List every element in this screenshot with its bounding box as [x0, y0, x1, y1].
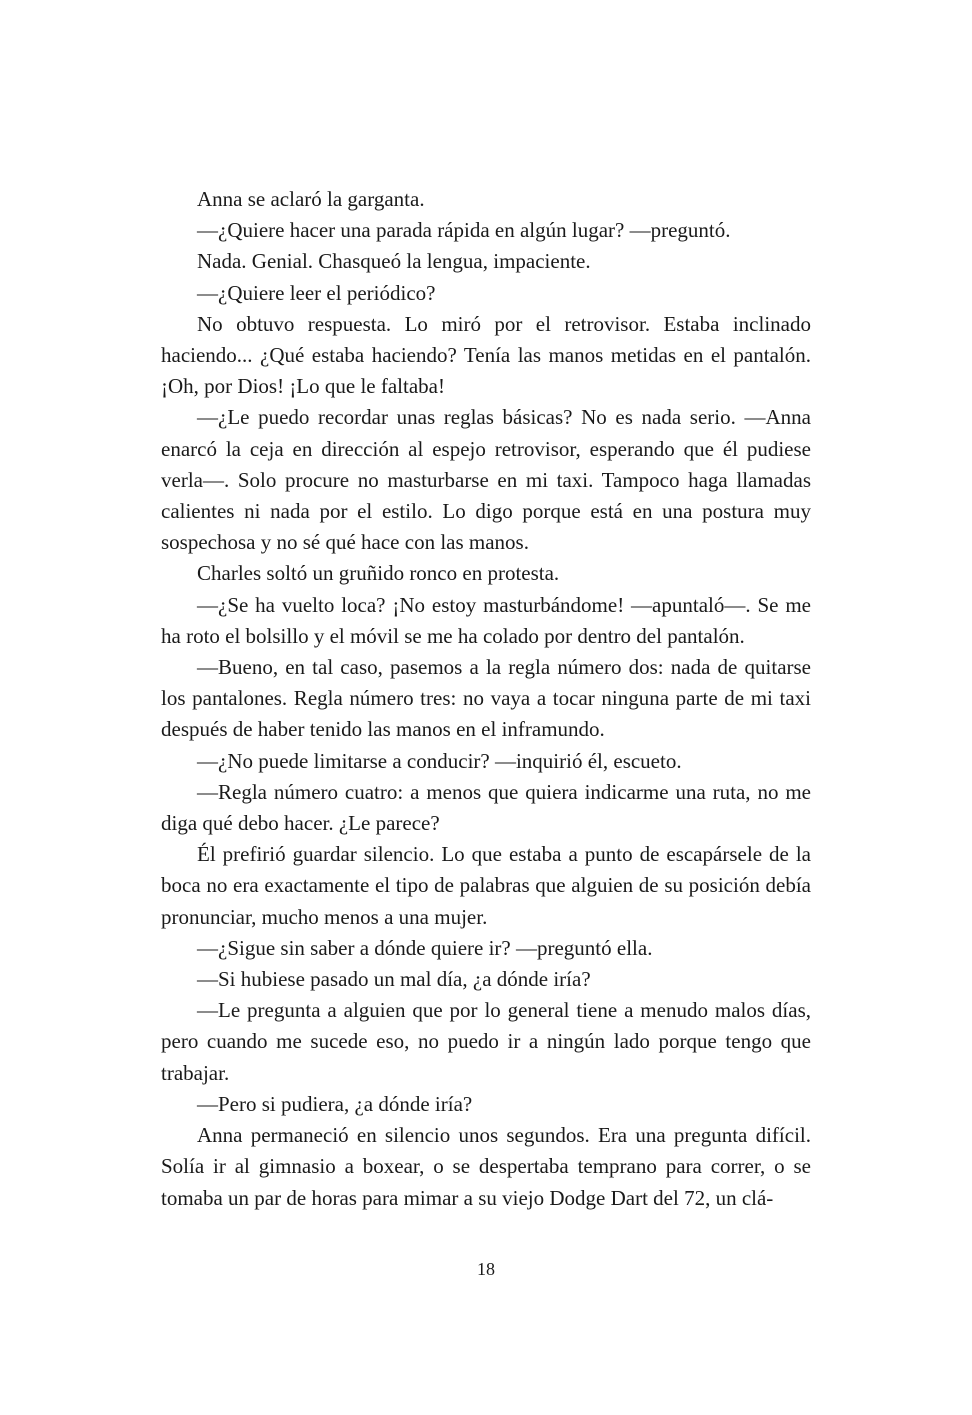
paragraph: —Pero si pudiera, ¿a dónde iría?	[197, 1091, 473, 1116]
paragraph: Charles soltó un gruñido ronco en protesta.	[197, 561, 560, 586]
paragraph: Nada. Genial. Chasqueó la lengua, impaciente.	[197, 249, 591, 274]
paragraph: —¿Quiere hacer una parada rápida en algún lugar? —preguntó.	[197, 218, 731, 243]
paragraph: —¿Se ha vuelto loca? ¡No estoy masturbándome! —apuntaló—. Se me ha roto el bolsillo y el móvil se me ha colado por dentro del pantalón.	[161, 592, 811, 648]
paragraph: —Regla número cuatro: a menos que quiera indicarme una ruta, no me diga qué debo hacer. ¿Le parece?	[161, 779, 811, 836]
paragraph: —Si hubiese pasado un mal día, ¿a dónde iría?	[197, 967, 591, 992]
paragraph: Anna se aclaró la garganta.	[197, 187, 425, 211]
paragraph: —Le pregunta a alguien que por lo general tiene a menudo malos días, pero cuando me sucede eso, no puedo ir a ningún lado porque tengo que trabajar.	[161, 998, 811, 1085]
paragraph: —Bueno, en tal caso, pasemos a la regla número dos: nada de quitarse los pantalones. Regla número tres: no vaya a tocar ninguna parte de mi taxi después de haber tenido las manos en el inframundo.	[161, 655, 811, 742]
paragraph: —¿Quiere leer el periódico?	[197, 280, 436, 305]
paragraph: —¿No puede limitarse a conducir? —inquirió él, escueto.	[197, 748, 682, 773]
page-number: 18	[477, 1259, 495, 1279]
paragraph: —¿Sigue sin saber a dónde quiere ir? —preguntó ella.	[197, 935, 653, 960]
paragraph: No obtuvo respuesta. Lo miró por el retrovisor. Estaba inclinado haciendo... ¿Qué estaba haciendo? Tenía las manos metidas en el pantalón. ¡Oh, por Dios! ¡Lo que le faltaba!	[161, 311, 811, 399]
body-text	[161, 184, 811, 1214]
paragraph: Anna permaneció en silencio unos segundos. Era una pregunta difícil. Solía ir al gimnasio a boxear, o se despertaba temprano para correr, o se tomaba un par de horas para mimar a su viejo Dodge Dart del 72, un clá-	[161, 1123, 811, 1210]
paragraph: —¿Le puedo recordar unas reglas básicas? No es nada serio. —Anna enarcó la ceja en dirección al espejo retrovisor, esperando que él pudiese verla—. Solo procure no masturbarse en mi taxi. Tampoco haga llamadas calientes ni nada por el estilo. Lo digo porque está en una postura muy sospechosa y no sé qué hace con las manos.	[161, 405, 811, 555]
paragraph: Él prefirió guardar silencio. Lo que estaba a punto de escapársele de la boca no era exactamente el tipo de palabras que alguien de su posición debía pronunciar, mucho menos a una mujer.	[161, 842, 811, 929]
